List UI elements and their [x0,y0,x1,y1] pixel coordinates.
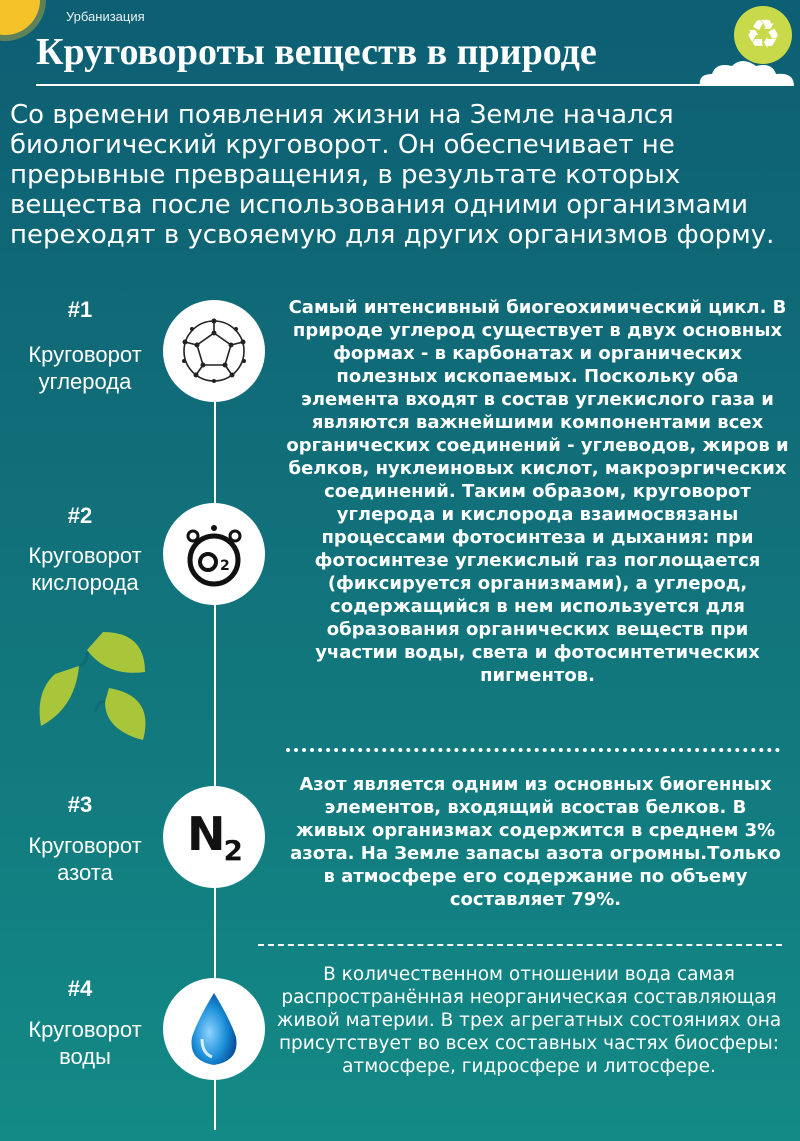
cycle-4-label: Круговорот воды [28,1017,142,1069]
cycle-2-badge [163,503,265,605]
intro-text: Со времени появления жизни на Земле начался биологический круговорот. Он обеспечивает не прерывные превращения, в результате которых вещества после использования одними организмами переходят в усвояемую для других организмов форму. [10,100,775,250]
cycle-2-label: Круговорот кислорода [28,543,142,595]
section-divider [258,944,782,946]
cycle-4-badge [163,978,265,1080]
cycle-1-label: Круговорот углерода [28,342,142,394]
cycle-3-badge [163,786,265,888]
o2-molecule-icon [174,514,254,594]
title-underline [36,84,772,86]
water-drop-icon [184,989,244,1069]
section-divider [286,748,780,752]
cycle-3-label: Круговорот азота [28,833,142,885]
svg-text:2: 2 [220,558,230,574]
n2-icon: $N_2$ [187,806,241,868]
page-title: Круговороты веществ в природе [36,31,597,73]
leaves-icon [35,622,165,747]
cycle-1-number: #1 [67,297,93,322]
water-description: В количественном отношении вода самая распространённая неорганическая составляющая живой материи. В трех агрегатных состояниях она присутствует во всех составных частях биосферы: атмосфере, гидросфере и литосфере. [276,964,782,1077]
fullerene-icon [174,311,254,391]
brand-name: Урбанизация [66,9,145,24]
carbon-oxygen-description: Самый интенсивный биогеохимический цикл. В природе углерод существует в двух основных формах - в карбонатах и органических полезных ископаемых. Поскольку оба элемента входят в состав углекислого газа и являются важнейшими компонентами всех органических соединений - углеводов, жиров и белков, нуклеиновых кислот, макроэргических соединений. Таким образом, круговорот углерода и кислорода взаимосвязаны процессами фотосинтеза и дыхания: при фотосинтезе углекислый газ поглощается (фиксируется организмами), а углерод, содержащийся в нем используется для образования органических веществ при участии воды, света и фотосинтетических пигментов. [286,297,789,686]
cycle-1-badge [163,300,265,402]
recycle-icon: ♻ [734,6,792,64]
cycle-4-number: #4 [67,976,93,1001]
cycle-3-number: #3 [67,792,93,817]
cloud-icon [690,58,800,88]
sun-icon [0,0,40,35]
nitrogen-description: Азот является одним из основных биогенных элементов, входящий всостав белков. В живых организмах содержится в среднем 3% азота. На Земле запасы азота огромны.Только в атмосфере его содержание по объему составляет 79%. [290,774,781,910]
cycle-2-number: #2 [67,503,93,528]
